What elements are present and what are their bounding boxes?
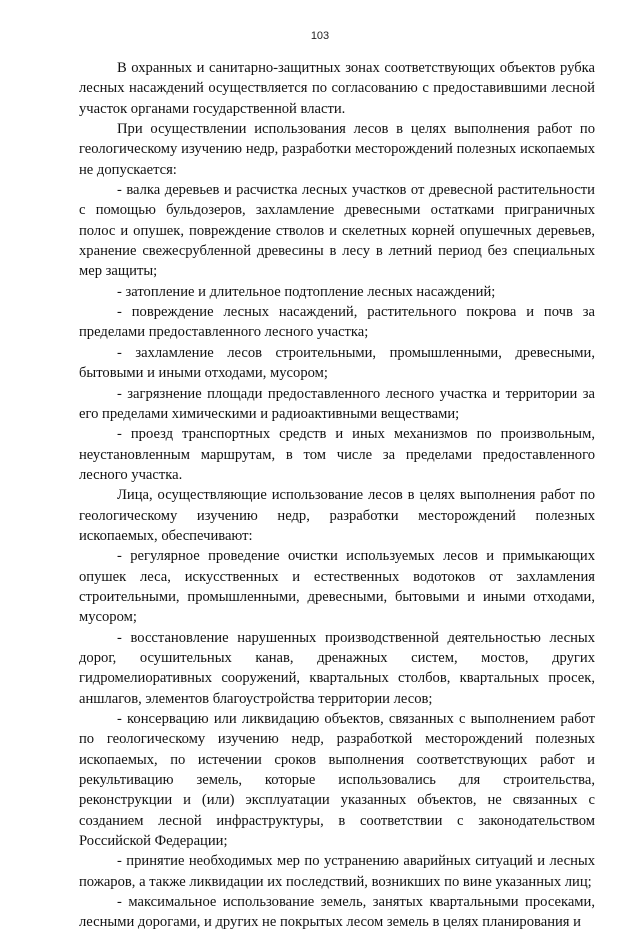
list-item-flooding: - затопление и длительное подтопление лесных насаждений; (117, 283, 496, 300)
list-item-restoration: - восстановление нарушенных производственной деятельностью лесных дорог, осушительных канав, дренажных систем, мостов, других гидромелиоративных сооружений, квартальных столбов, квартальных просек, аншлагов, элементов благоустройства территории лесов; (79, 629, 595, 707)
list-item-land-use: - максимальное использование земель, занятых квартальными просеками, лесными дорогами, и других не покрытых лесом земель в целях планирования и (79, 894, 595, 931)
paragraph-protected-zones: В охранных и санитарно-защитных зонах соответствующих объектов рубка лесных насаждений осуществляется по согласованию с предоставившими лесной участок органами государственной власти. (79, 60, 595, 117)
paragraph-obligations-intro: Лица, осуществляющие использование лесов в целях выполнения работ по геологическому изучению недр, разработки месторождений полезных ископаемых, обеспечивают: (79, 487, 595, 544)
list-item-conservation: - консервацию или ликвидацию объектов, связанных с выполнением работ по геологическому изучению недр, разработкой месторождений полезных ископаемых, по истечении сроков выполнения соответствующих работ и рекультивацию земель, которые использовались для строительства, реконструкции и (или) эксплуатации указанных объектов, не связанных с созданием лесной инфраструктуры, в соответствии с законодательством Российской Федерации; (79, 711, 595, 850)
document-body (79, 58, 595, 933)
list-item-vehicle-passage: - проезд транспортных средств и иных механизмов по произвольным, неустановленным маршрутам, в том числе за пределами предоставленного лесного участка. (79, 426, 595, 483)
list-item-damage: - повреждение лесных насаждений, растительного покрова и почв за пределами предоставленного лесного участка; (79, 304, 595, 341)
list-item-felling: - валка деревьев и расчистка лесных участков от древесной растительности с помощью бульдозеров, захламление древесными остатками приграничных полос и опушек, повреждение стволов и скелетных корней опушечных деревьев, хранение свежесрубленной древесины в лесу в летний период без специальных мер защиты; (79, 182, 595, 280)
page-number: 103 (310, 30, 330, 42)
list-item-cleaning: - регулярное проведение очистки используемых лесов и примыкающих опушек леса, искусственных и естественных водотоков от захламления строительными, промышленными, древесными, бытовыми и иными отходами, мусором; (79, 548, 595, 626)
list-item-emergency-measures: - принятие необходимых мер по устранению аварийных ситуаций и лесных пожаров, а также ликвидации их последствий, возникших по вине указанных лиц; (79, 853, 595, 890)
list-item-littering: - захламление лесов строительными, промышленными, древесными, бытовыми и иными отходами, мусором; (79, 344, 595, 382)
paragraph-prohibitions-intro: При осуществлении использования лесов в целях выполнения работ по геологическому изучению недр, разработки месторождений полезных ископаемых не допускается: (79, 121, 595, 178)
list-item-pollution: - загрязнение площади предоставленного лесного участка и территории за его пределами химическими и радиоактивными веществами; (79, 385, 595, 422)
